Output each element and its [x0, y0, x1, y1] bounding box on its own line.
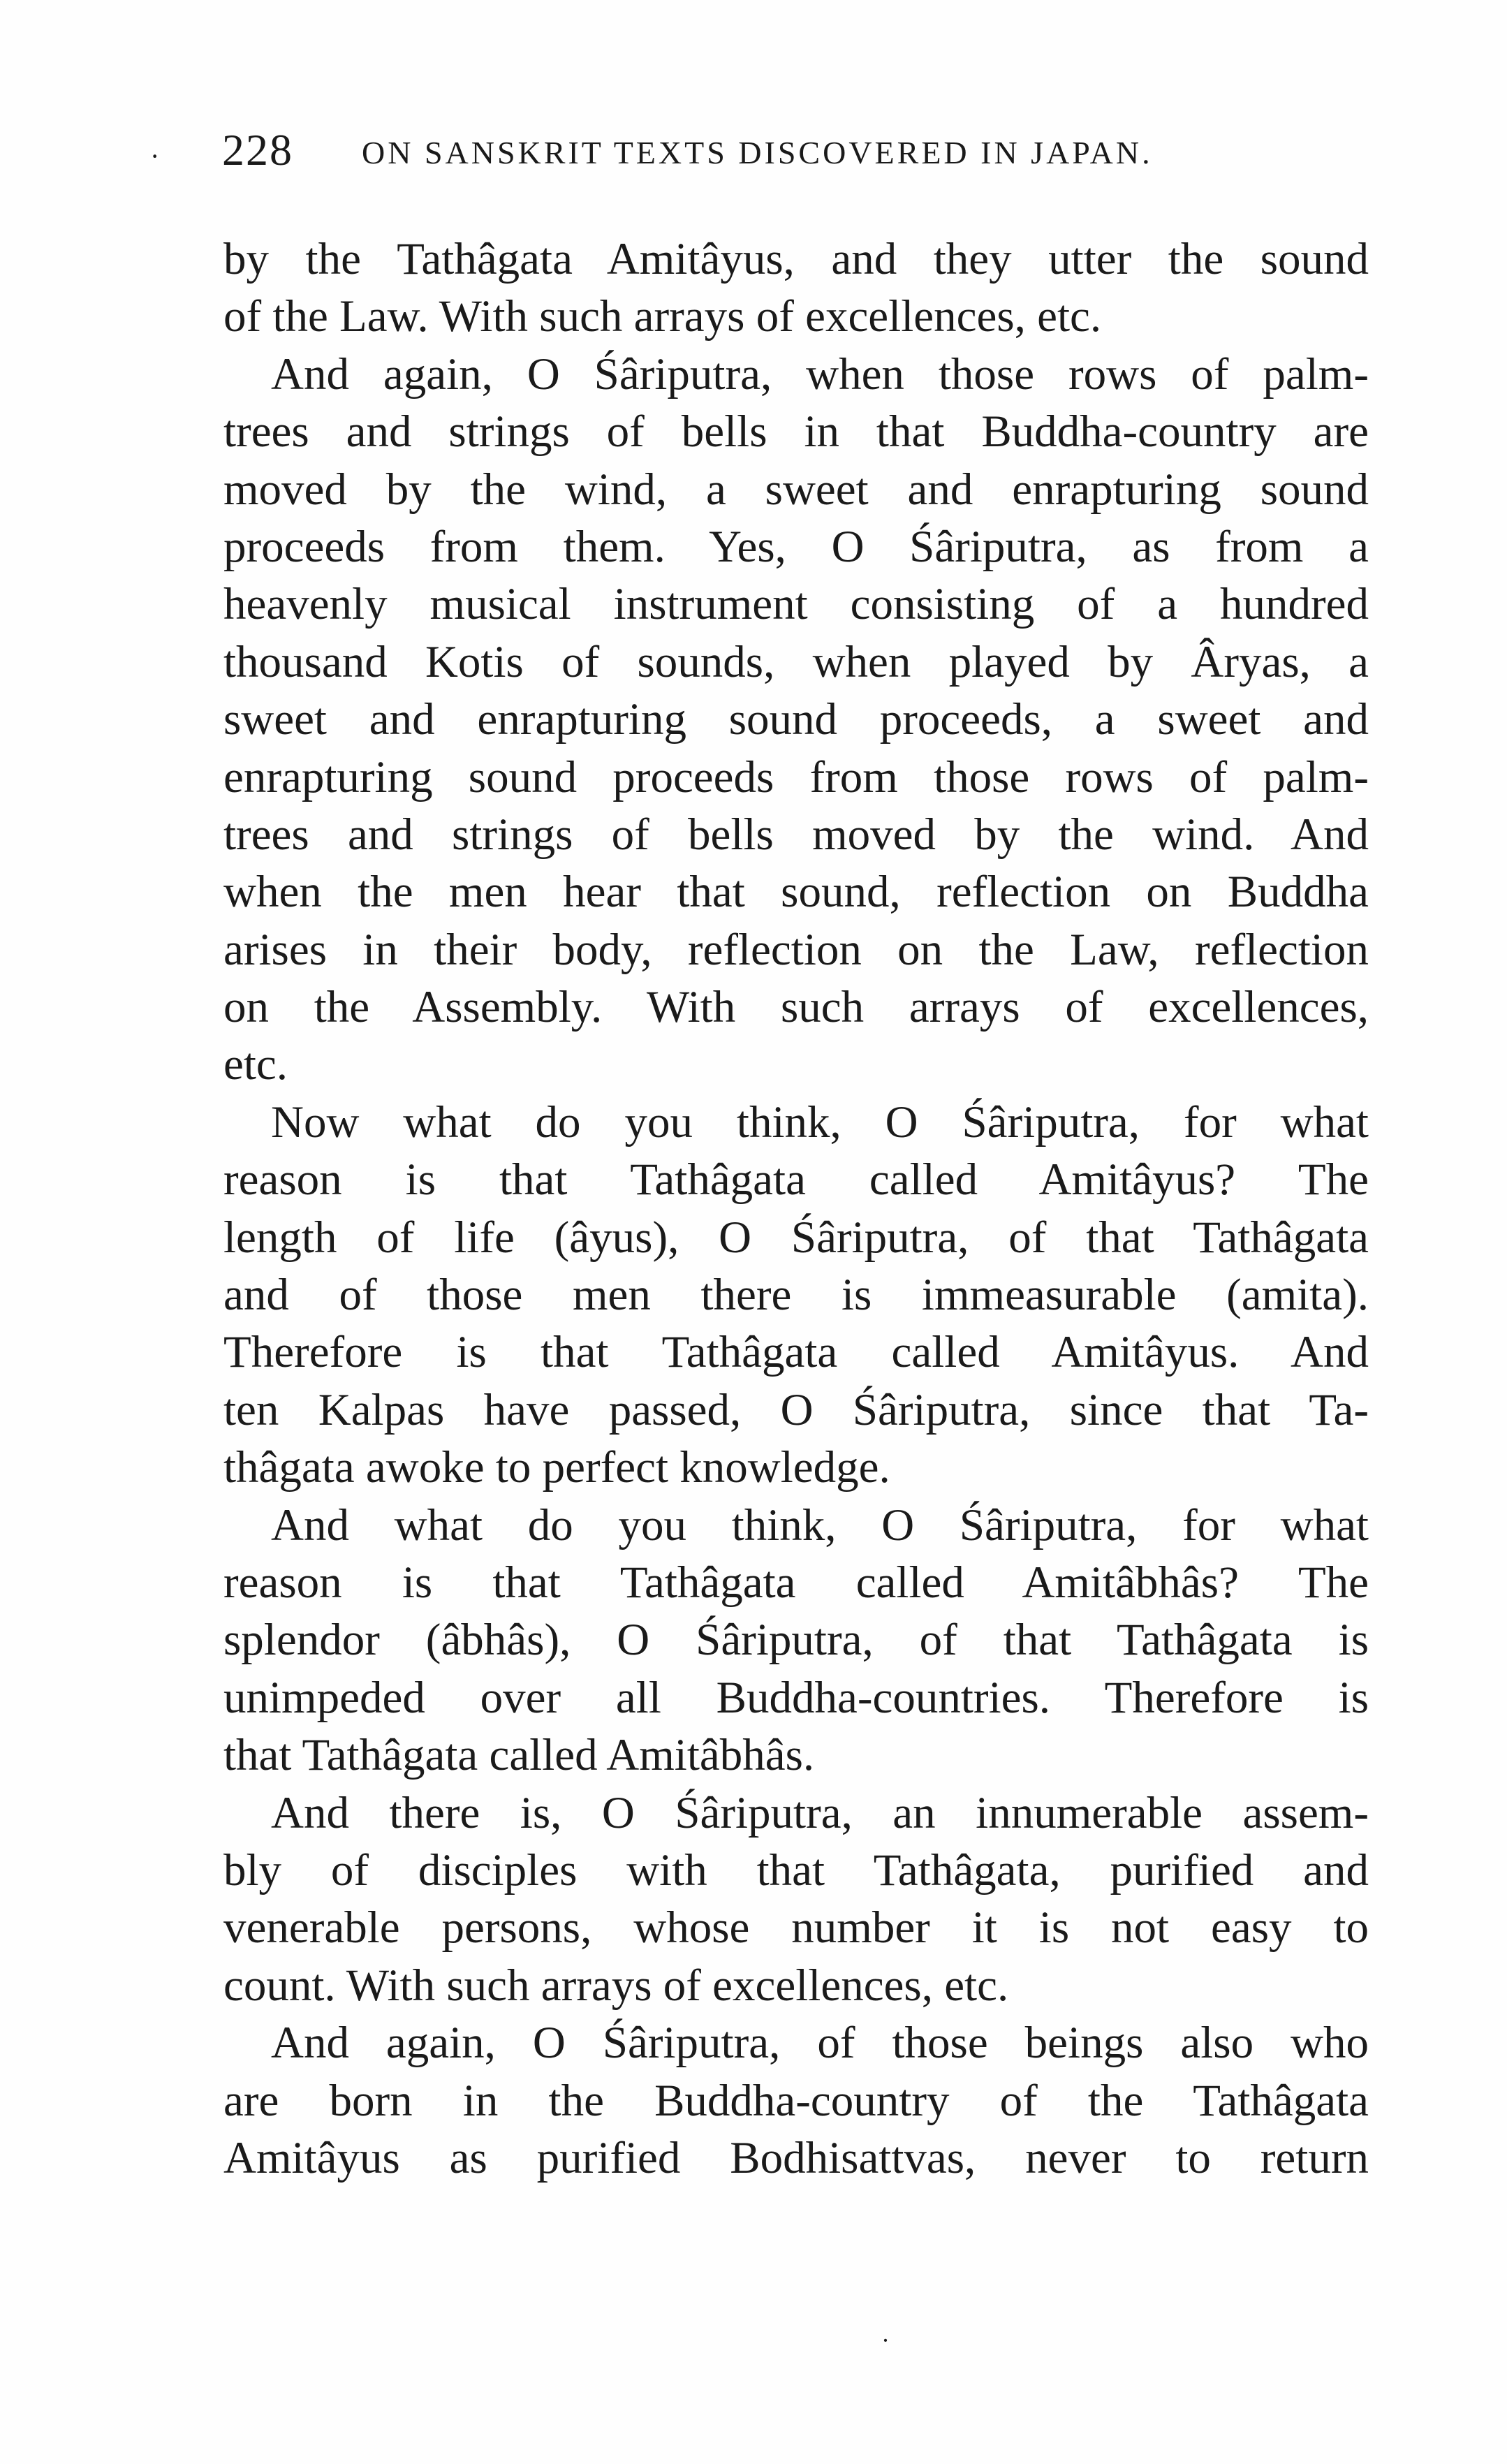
- text-line: And again, O Śâriputra, when those rows of palm-: [271, 349, 1369, 399]
- text-line: bly of disciples with that Tathâgata, purified and: [223, 1845, 1369, 1895]
- text-line: count. With such arrays of excellences, etc.: [223, 1960, 1009, 2011]
- text-line: And again, O Śâriputra, of those beings also who: [271, 2018, 1369, 2069]
- text-line: on the Assembly. With such arrays of excellences,: [223, 982, 1369, 1033]
- text-line: Therefore is that Tathâgata called Amitâyus. And: [223, 1327, 1369, 1378]
- text-line: trees and strings of bells moved by the wind. And: [223, 809, 1369, 860]
- text-line: And there is, O Śâriputra, an innumerable assem-: [271, 1787, 1369, 1838]
- text-line: and of those men there is immeasurable (amita).: [223, 1270, 1369, 1321]
- text-line: thâgata awoke to perfect knowledge.: [223, 1442, 890, 1493]
- text-line: of the Law. With such arrays of excellences, etc.: [223, 291, 1102, 342]
- text-line: when the men hear that sound, reflection on Buddha: [223, 867, 1369, 918]
- text-line: etc.: [223, 1039, 288, 1090]
- text-line: And what do you think, O Śâriputra, for what: [271, 1499, 1369, 1550]
- page-number: 228: [222, 125, 293, 175]
- text-line: moved by the wind, a sweet and enrapturing sound: [223, 464, 1369, 515]
- margin-mark: ·: [150, 140, 160, 172]
- text-line: venerable persons, whose number it is not easy to: [223, 1902, 1369, 1953]
- text-line: heavenly musical instrument consisting of a hundred: [223, 579, 1369, 630]
- text-line: Now what do you think, O Śâriputra, for what: [271, 1097, 1369, 1147]
- text-line: that Tathâgata called Amitâbhâs.: [223, 1730, 815, 1781]
- text-line: length of life (âyus), O Śâriputra, of that Tathâgata: [223, 1212, 1369, 1263]
- text-line: proceeds from them. Yes, O Śâriputra, as from a: [223, 521, 1369, 572]
- text-line: splendor (âbhâs), O Śâriputra, of that Tathâgata is: [223, 1615, 1369, 1666]
- text-line: Amitâyus as purified Bodhisattvas, never to return: [223, 2132, 1369, 2183]
- text-line: unimpeded over all Buddha-countries. Therefore is: [223, 1672, 1369, 1723]
- text-line: arises in their body, reflection on the Law, reflection: [223, 924, 1369, 975]
- body-text: [223, 230, 1369, 2187]
- text-line: trees and strings of bells in that Buddha-country are: [223, 406, 1369, 457]
- text-line: reason is that Tathâgata called Amitâbhâs? The: [223, 1557, 1369, 1608]
- page-header: [222, 124, 1381, 187]
- text-line: reason is that Tathâgata called Amitâyus? The: [223, 1154, 1369, 1205]
- text-line: sweet and enrapturing sound proceeds, a sweet and: [223, 694, 1369, 745]
- running-head: ON SANSKRIT TEXTS DISCOVERED IN JAPAN.: [362, 135, 1153, 170]
- text-line: enrapturing sound proceeds from those rows of palm-: [223, 751, 1369, 802]
- text-line: thousand Kotis of sounds, when played by Âryas, a: [223, 636, 1369, 687]
- text-line: by the Tathâgata Amitâyus, and they utter the sound: [223, 234, 1369, 284]
- text-line: ten Kalpas have passed, O Śâriputra, since that Ta-: [223, 1384, 1369, 1435]
- footer-mark: ·: [881, 2326, 890, 2354]
- text-line: are born in the Buddha-country of the Tathâgata: [223, 2075, 1369, 2126]
